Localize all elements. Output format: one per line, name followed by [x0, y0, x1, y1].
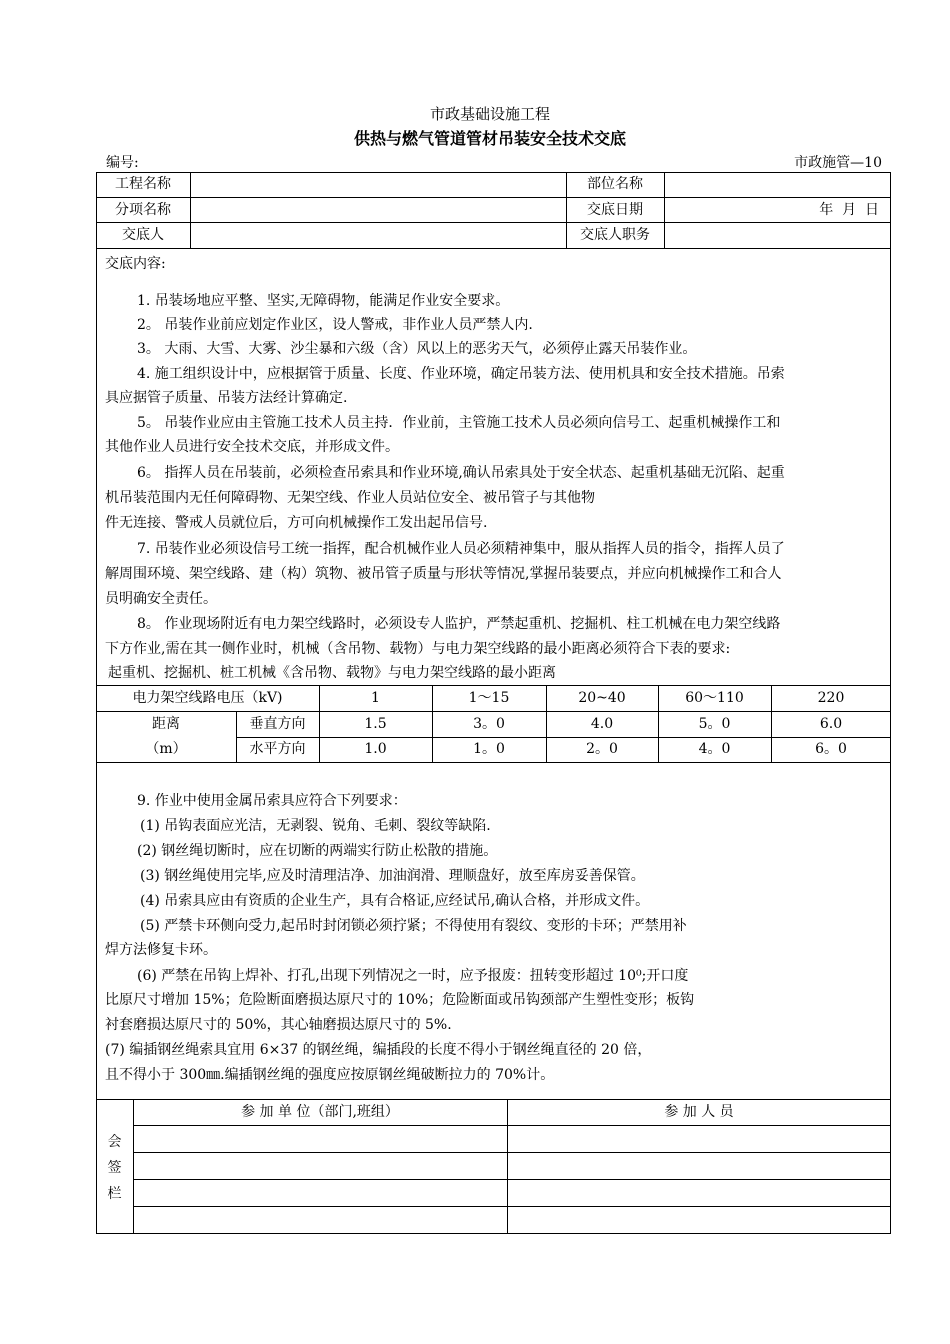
- content-line: (4) 吊索具应由有资质的企业生产，具有合格证,应经试吊,确认合格，并形成文件。: [140, 893, 650, 909]
- content-line: (6) 严禁在吊钩上焊补、打孔,出现下列情况之一时，应予报废：扭转变形超过 10⁰;开口度: [137, 968, 689, 984]
- content-line: 3。 大雨、大雪、大雾、沙尘暴和六级（含）风以上的恶劣天气，必须停止露天吊装作业。: [137, 341, 697, 357]
- doc-number-label: 编号:: [106, 155, 139, 171]
- horizontal-cell: 4。0: [698, 741, 731, 757]
- distance-label: 距离: [152, 716, 180, 732]
- signoff-unit-cell[interactable]: [135, 1153, 505, 1178]
- signoff-side-label: 栏: [107, 1186, 122, 1202]
- content-line: 1. 吊装场地应平整、坚实,无障碍物，能满足作业安全要求。: [137, 293, 510, 309]
- vertical-cell: 3。0: [473, 716, 505, 732]
- horizontal-cell: 1.0: [364, 741, 387, 757]
- vertical-cell: 4.0: [590, 716, 614, 732]
- voltage-cell: 1: [371, 690, 380, 706]
- signoff-unit-cell[interactable]: [135, 1180, 505, 1205]
- content-line: 其他作业人员进行安全技术交底，并形成文件。: [105, 439, 399, 455]
- content-line: 比原尺寸增加 15%；危险断面磨损达原尺寸的 10%；危险断面或吊钩颈部产生塑性变形；板钩: [105, 992, 695, 1008]
- horizontal-label: 水平方向: [249, 741, 306, 757]
- content-line: (3) 钢丝绳使用完毕,应及时清理洁净、加油润滑、理顺盘好，放至库房妥善保管。: [140, 868, 645, 884]
- vertical-label: 垂直方向: [249, 716, 306, 732]
- presenter-position-label: 交底人职务: [580, 227, 650, 243]
- content-heading: 交底内容:: [105, 256, 166, 272]
- content-line: 8。 作业现场附近有电力架空线路时，必须设专人监护，严禁起重机、挖掘机、柱工机械在电力架空线路: [137, 616, 781, 632]
- content-line: 具应据管子质量、吊装方法经计算确定.: [105, 390, 348, 406]
- people-column-header: 参 加 人 员: [664, 1104, 734, 1120]
- horizontal-cell: 6。0: [815, 741, 847, 757]
- signoff-side-label: 签: [107, 1160, 122, 1176]
- presenter-label: 交底人: [122, 227, 164, 243]
- content-line: (2) 钢丝绳切断时，应在切断的两端实行防止松散的措施。: [137, 843, 498, 859]
- vertical-cell: 6.0: [819, 716, 843, 732]
- voltage-cell: 20~40: [578, 690, 626, 706]
- content-line: 9. 作业中使用金属吊索具应符合下列要求：: [137, 793, 407, 809]
- vertical-cell: 5。0: [698, 716, 731, 732]
- content-line: (1) 吊钩表面应光洁，无剥裂、锐角、毛刺、裂纹等缺陷.: [140, 818, 491, 834]
- content-line: 7. 吊装作业必须设信号工统一指挥，配合机械作业人员必须精神集中，服从指挥人员的指令，指挥人员了: [137, 541, 785, 557]
- project-name-label: 工程名称: [115, 176, 171, 192]
- dept-name-label: 部位名称: [587, 176, 643, 192]
- signoff-unit-cell[interactable]: [135, 1207, 505, 1232]
- horizontal-cell: 2。0: [586, 741, 618, 757]
- signoff-people-cell[interactable]: [509, 1180, 889, 1205]
- distance-unit-label: （m）: [145, 741, 187, 757]
- doc-subtitle: 市政基础设施工程: [429, 105, 550, 123]
- voltage-cell: 1～15: [468, 690, 510, 706]
- distance-table-caption: 起重机、挖掘机、桩工机械《含吊物、载物》与电力架空线路的最小距离: [108, 665, 556, 681]
- content-line: 焊方法修复卡环。: [105, 942, 217, 958]
- doc-title: 供热与燃气管道管材吊装安全技术交底: [353, 129, 626, 148]
- content-line: 4. 施工组织设计中，应根据管于质量、长度、作业环境，确定吊装方法、使用机具和安全技术措施。吊索: [137, 366, 785, 382]
- content-line: 衬套磨损达原尺寸的 50%，其心轴磨损达原尺寸的 5%.: [105, 1017, 452, 1033]
- content-line: 且不得小于 300㎜.编插钢丝绳的强度应按原钢丝绳破断拉力的 70%计。: [105, 1067, 555, 1083]
- voltage-label: 电力架空线路电压（kV): [132, 690, 283, 706]
- signoff-people-cell[interactable]: [509, 1153, 889, 1178]
- content-line: 6。 指挥人员在吊装前，必须检查吊索具和作业环境,确认吊索具处于安全状态、起重机基础无沉陷、起重: [137, 465, 785, 481]
- horizontal-cell: 1。0: [473, 741, 505, 757]
- signoff-side-label: 会: [107, 1134, 122, 1150]
- content-line: 员明确安全责任。: [105, 591, 217, 607]
- signoff-unit-cell[interactable]: [135, 1126, 505, 1151]
- voltage-cell: 60～110: [685, 690, 744, 706]
- voltage-cell: 220: [817, 690, 845, 706]
- content-line: 2。 吊装作业前应划定作业区，设人警戒，非作业人员严禁人内.: [137, 317, 533, 333]
- content-line: (5) 严禁卡环侧向受力,起吊时封闭锁必须拧紧；不得使用有裂纹、变形的卡环；严禁用补: [140, 918, 687, 934]
- signoff-people-cell[interactable]: [509, 1207, 889, 1232]
- content-line: 5。 吊装作业应由主管施工技术人员主持．作业前，主管施工技术人员必须向信号工、起重机械操作工和: [137, 415, 781, 431]
- content-line: 机吊装范围内无任何障碍物、无架空线、作业人员站位安全、被吊管子与其他物: [105, 490, 595, 506]
- date-value[interactable]: 年 月 日: [819, 202, 879, 218]
- content-line: 下方作业,需在其一侧作业时，机械（含吊物、载物）与电力架空线路的最小距离必须符合下表的要求:: [105, 641, 731, 657]
- content-line: (7) 编插钢丝绳索具宜用 6×37 的钢丝绳，编插段的长度不得小于钢丝绳直径的 20 倍，: [105, 1042, 652, 1058]
- content-line: 解周围环境、架空线路、建（构）筑物、被吊管子质量与形状等情况,掌握吊装要点，并应向机械操作工和合人: [105, 566, 782, 582]
- vertical-cell: 1.5: [364, 716, 387, 732]
- content-line: 件无连接、警戒人员就位后，方可向机械操作工发出起吊信号.: [105, 515, 488, 531]
- form-code: 市政施管—10: [794, 155, 882, 171]
- signoff-people-cell[interactable]: [509, 1126, 889, 1151]
- sub-item-label: 分项名称: [115, 202, 171, 218]
- date-label: 交底日期: [587, 202, 643, 218]
- unit-column-header: 参 加 单 位（部门,班组）: [241, 1104, 399, 1120]
